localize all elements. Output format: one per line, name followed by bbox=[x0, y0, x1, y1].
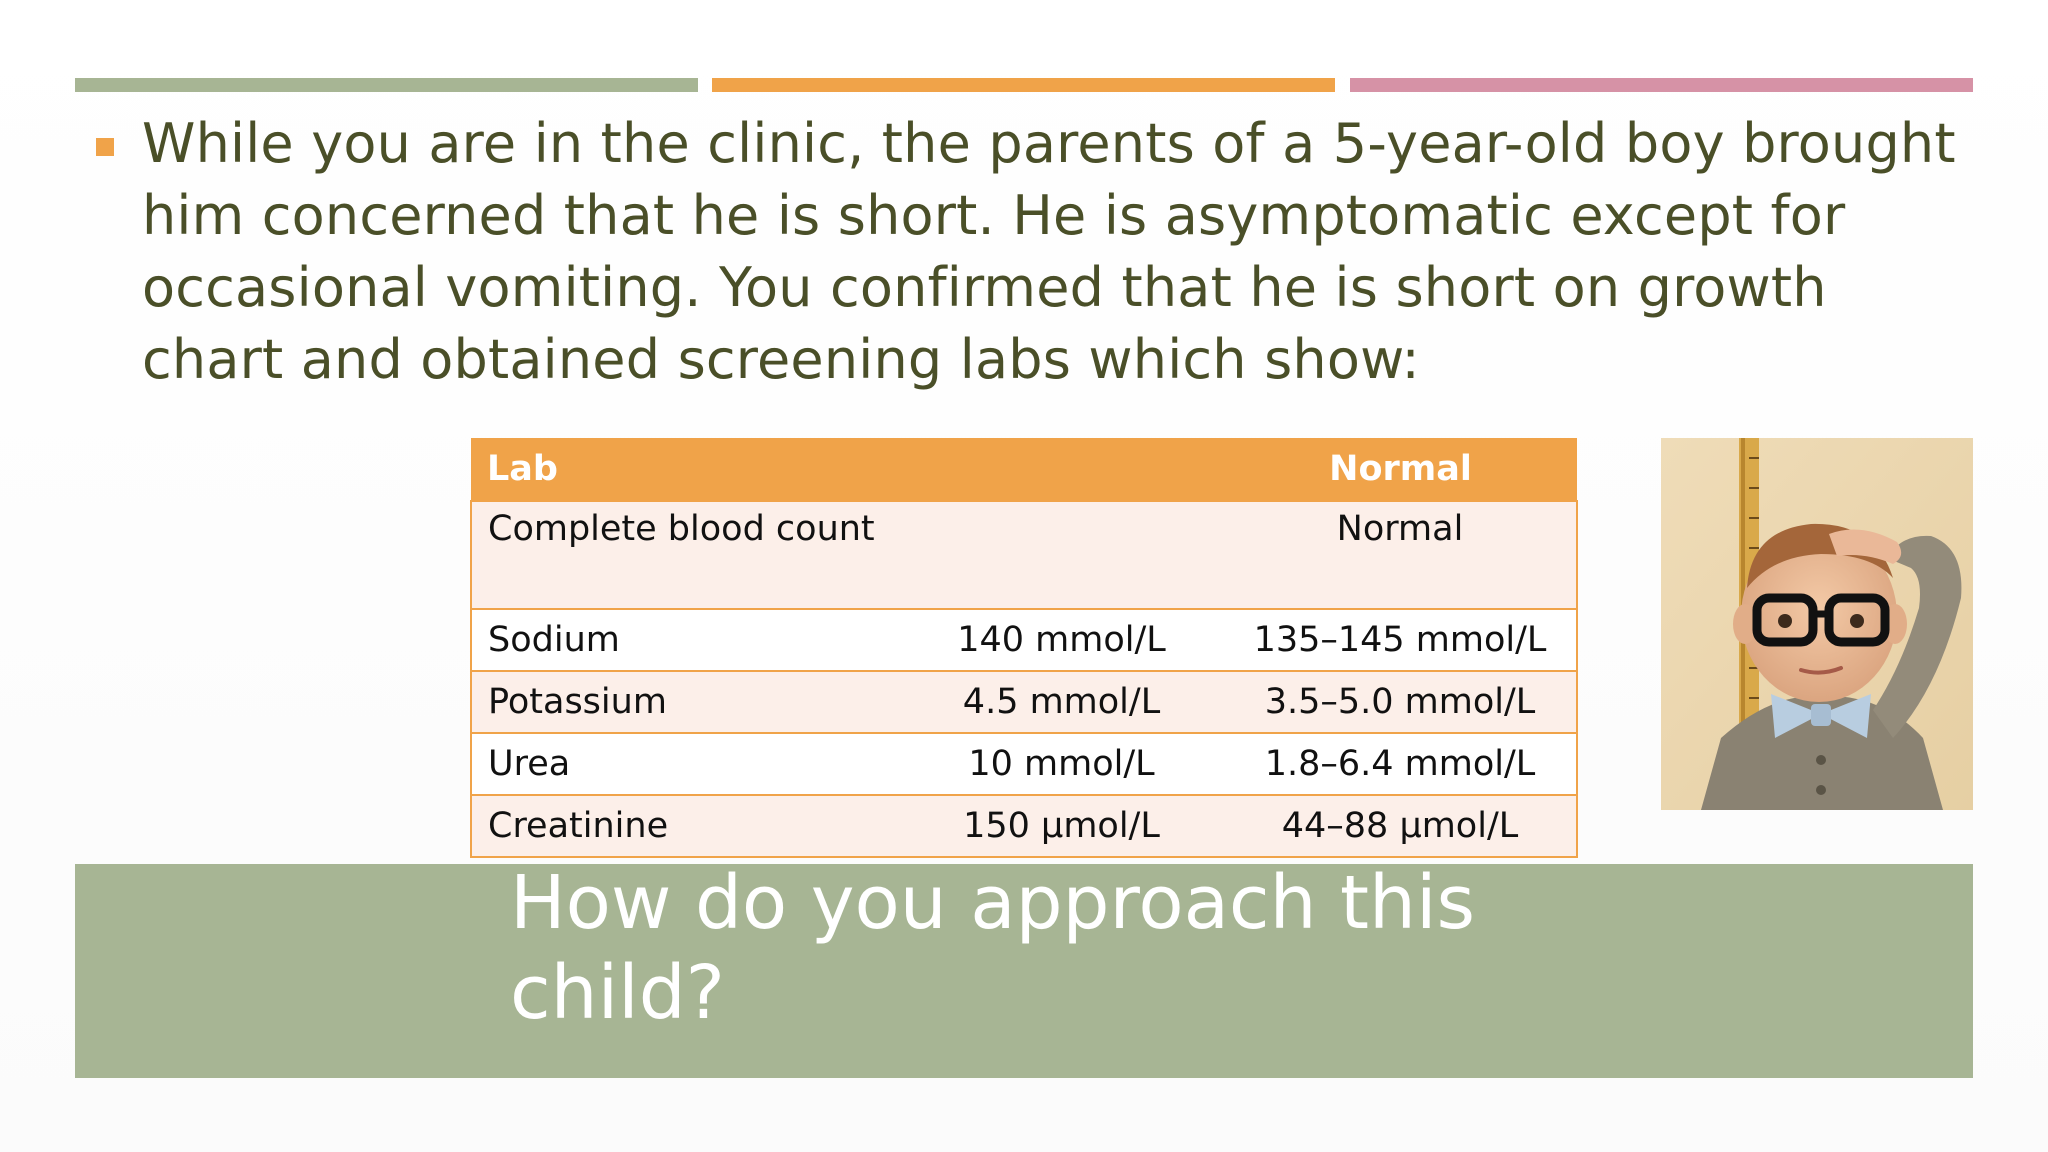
square-bullet-icon bbox=[96, 138, 114, 156]
header-value bbox=[899, 438, 1224, 501]
lab-name: Sodium bbox=[471, 609, 899, 671]
lab-normal-range: 3.5–5.0 mmol/L bbox=[1224, 671, 1577, 733]
accent-bar-orange bbox=[712, 78, 1335, 92]
lab-name: Complete blood count bbox=[471, 501, 899, 609]
header-normal: Normal bbox=[1329, 449, 1472, 489]
lab-normal-range: 1.8–6.4 mmol/L bbox=[1224, 733, 1577, 795]
lab-value bbox=[899, 501, 1224, 609]
accent-bar-green bbox=[75, 78, 698, 92]
table-row bbox=[471, 671, 1577, 733]
lab-name: Creatinine bbox=[471, 795, 899, 857]
lab-value: 140 mmol/L bbox=[899, 609, 1224, 671]
lab-value: 10 mmol/L bbox=[899, 733, 1224, 795]
question-heading: How do you approach this child? bbox=[510, 860, 1476, 1036]
lab-name: Potassium bbox=[471, 671, 899, 733]
lab-normal-range: Normal bbox=[1224, 501, 1577, 609]
lab-value: 150 μmol/L bbox=[899, 795, 1224, 857]
lab-normal-range: 135–145 mmol/L bbox=[1224, 609, 1577, 671]
case-description: While you are in the clinic, the parents of a 5-year-old boy brought him concerned that he is short. He is asymptomatic except for occasional vomiting. You confirmed that he is short on growth chart and obtained screening labs which show: bbox=[142, 112, 1956, 391]
table-row bbox=[471, 795, 1577, 857]
table-row bbox=[471, 733, 1577, 795]
table-row bbox=[471, 609, 1577, 671]
child-with-glasses-and-bow-tie-icon bbox=[1661, 438, 1973, 810]
accent-bar-pink bbox=[1350, 78, 1973, 92]
table-row bbox=[471, 501, 1577, 609]
lab-value: 4.5 mmol/L bbox=[899, 671, 1224, 733]
lab-normal-range: 44–88 μmol/L bbox=[1224, 795, 1577, 857]
child-photo bbox=[1661, 438, 1973, 810]
table-header-row bbox=[471, 438, 1577, 501]
lab-results-table bbox=[470, 438, 1578, 858]
header-lab: Lab bbox=[487, 449, 558, 489]
lab-name: Urea bbox=[471, 733, 899, 795]
